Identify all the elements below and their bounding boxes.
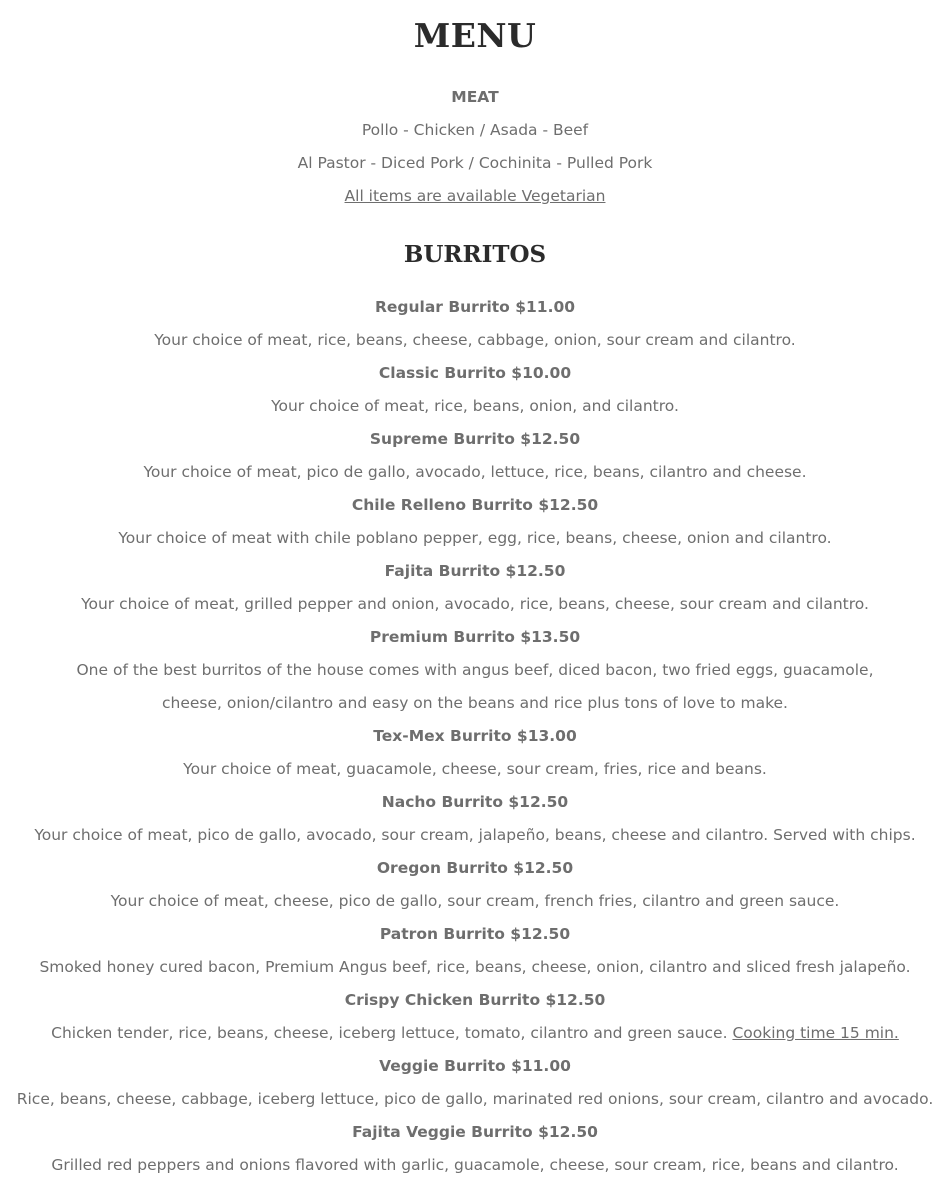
menu-item xyxy=(0,555,950,621)
item-name: Oregon Burrito $12.50 xyxy=(376,859,574,877)
menu-item xyxy=(0,852,950,918)
meat-heading: MEAT xyxy=(451,88,499,106)
item-description-row xyxy=(0,1017,950,1050)
item-description: Your choice of meat, pico de gallo, avocado, sour cream, jalapeño, beans, cheese and cilantro. Served with chips. xyxy=(34,826,916,844)
vegetarian-note: All items are available Vegetarian xyxy=(344,187,606,205)
item-description: Chicken tender, rice, beans, cheese, iceberg lettuce, tomato, cilantro and green sauce. xyxy=(51,1024,733,1042)
menu-item xyxy=(0,984,950,1050)
meat-line-2: Al Pastor - Diced Pork / Cochinita - Pulled Pork xyxy=(297,154,653,172)
menu-item xyxy=(0,786,950,852)
item-name: Veggie Burrito $11.00 xyxy=(379,1057,571,1075)
item-name: Supreme Burrito $12.50 xyxy=(369,430,581,448)
item-name: Patron Burrito $12.50 xyxy=(379,925,571,943)
item-name: Premium Burrito $13.50 xyxy=(369,628,581,646)
item-name: Crispy Chicken Burrito $12.50 xyxy=(344,991,606,1009)
item-description: Your choice of meat, rice, beans, cheese, cabbage, onion, sour cream and cilantro. xyxy=(154,331,796,349)
item-name: Chile Relleno Burrito $12.50 xyxy=(351,496,599,514)
item-description: One of the best burritos of the house comes with angus beef, diced bacon, two fried eggs, guacamole, cheese, onion/cilantro and easy on the beans and rice plus tons of love to make. xyxy=(76,661,874,712)
menu-item xyxy=(0,918,950,984)
burritos-list xyxy=(0,291,950,1182)
menu-item xyxy=(0,1116,950,1182)
menu-item xyxy=(0,621,950,720)
item-description: Your choice of meat with chile poblano pepper, egg, rice, beans, cheese, onion and cilantro. xyxy=(118,529,832,547)
item-description: Your choice of meat, grilled pepper and onion, avocado, rice, beans, cheese, sour cream and cilantro. xyxy=(81,595,869,613)
item-name: Fajita Burrito $12.50 xyxy=(384,562,566,580)
item-name: Regular Burrito $11.00 xyxy=(374,298,576,316)
item-name: Tex-Mex Burrito $13.00 xyxy=(373,727,577,745)
item-description: Your choice of meat, pico de gallo, avocado, lettuce, rice, beans, cilantro and cheese. xyxy=(143,463,807,481)
menu-item xyxy=(0,489,950,555)
menu-item xyxy=(0,1050,950,1116)
item-description: Your choice of meat, guacamole, cheese, sour cream, fries, rice and beans. xyxy=(183,760,767,778)
item-name: Fajita Veggie Burrito $12.50 xyxy=(352,1123,598,1141)
menu-item xyxy=(0,357,950,423)
item-description: Your choice of meat, rice, beans, onion, and cilantro. xyxy=(271,397,679,415)
menu-item xyxy=(0,291,950,357)
item-description: Rice, beans, cheese, cabbage, iceberg lettuce, pico de gallo, marinated red onions, sour cream, cilantro and avocado. xyxy=(16,1090,934,1108)
item-description: Your choice of meat, cheese, pico de gallo, sour cream, french fries, cilantro and green sauce. xyxy=(110,892,840,910)
burritos-heading: BURRITOS xyxy=(403,241,547,268)
cooking-time-note: Cooking time 15 min. xyxy=(732,1024,899,1042)
item-description: Smoked honey cured bacon, Premium Angus beef, rice, beans, cheese, onion, cilantro and sliced fresh jalapeño. xyxy=(39,958,911,976)
item-name: Nacho Burrito $12.50 xyxy=(381,793,569,811)
menu-title: MENU xyxy=(413,16,537,55)
item-description: Grilled red peppers and onions flavored with garlic, guacamole, cheese, sour cream, rice, beans and cilantro. xyxy=(51,1156,899,1174)
menu-item xyxy=(0,423,950,489)
item-name: Classic Burrito $10.00 xyxy=(378,364,572,382)
menu-item xyxy=(0,720,950,786)
meat-line-1: Pollo - Chicken / Asada - Beef xyxy=(361,121,589,139)
